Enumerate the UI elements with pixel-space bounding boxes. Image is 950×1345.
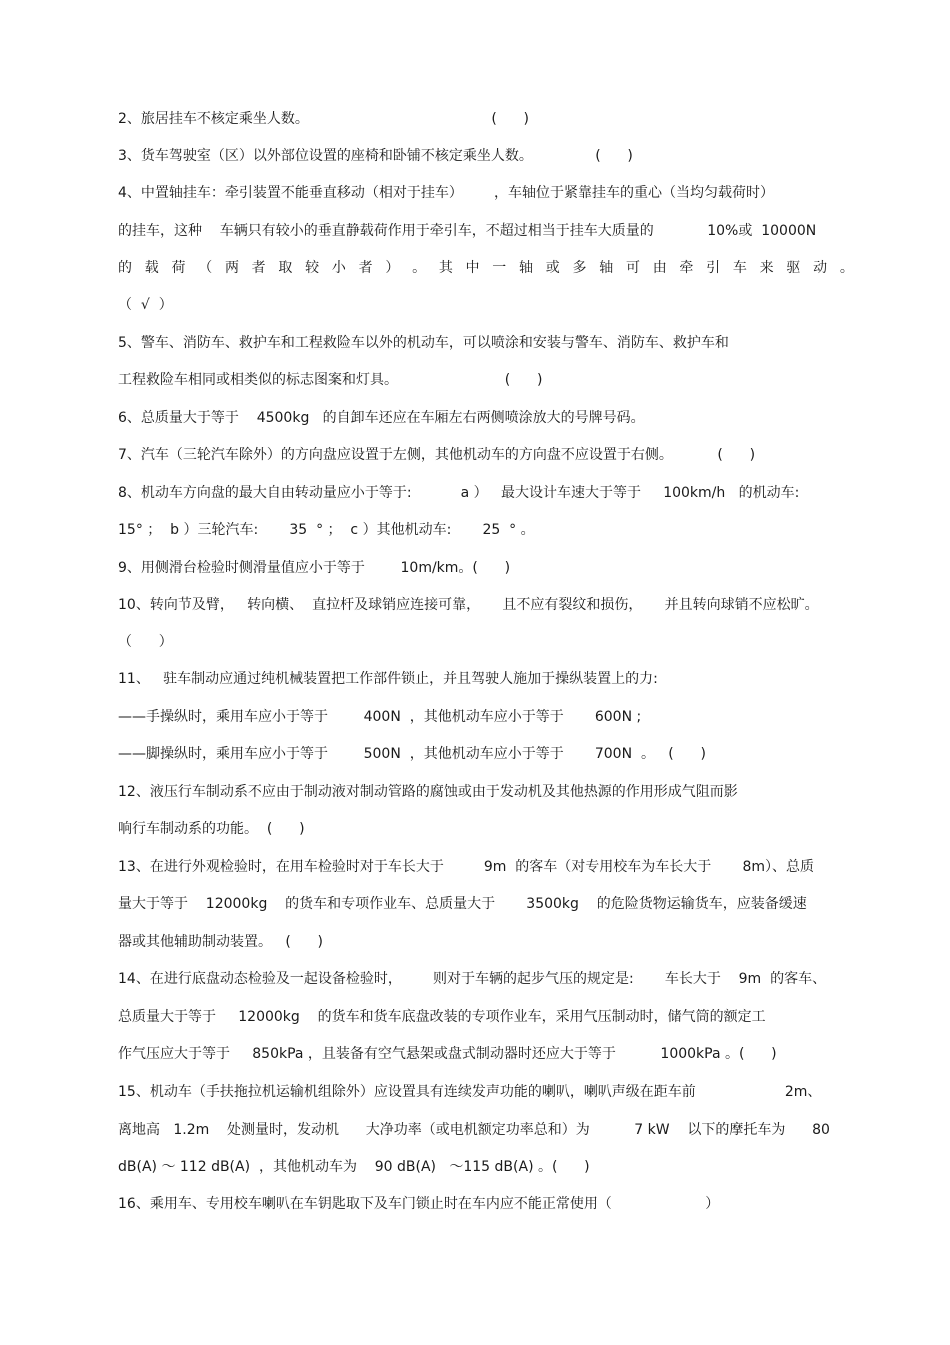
justified-char: （ xyxy=(198,260,213,276)
question-10-answer: （ ） xyxy=(118,634,173,650)
question-14-line-3: 作气压应大于等于 850kPa ，且装备有空气悬架或盘式制动器时还应大于等于 1000kPa 。( ) xyxy=(118,1046,777,1062)
question-14-line-1: 14、在进行底盘动态检验及一起设备检验时， 则对于车辆的起步气压的规定是: 车长大于 9m 的客车、 xyxy=(118,971,827,987)
question-13-line-3: 器或其他辅助制动装置。 ( ) xyxy=(118,934,323,950)
justified-char: 者 xyxy=(251,260,266,276)
justified-char: 牵 xyxy=(679,260,694,276)
question-15-line-1: 15、机动车（手扶拖拉机运输机组除外）应设置具有连续发声功能的喇叭，喇叭声级在距车前 2m、 xyxy=(118,1084,822,1100)
justified-char: 取 xyxy=(278,260,293,276)
justified-char: 其 xyxy=(438,260,453,276)
question-15-line-3: dB(A) ～ 112 dB(A) ，其他机动车为 90 dB(A) ～115 dB(A) 。( ) xyxy=(118,1159,590,1175)
question-13-line-1: 13、在进行外观检验时，在用车检验时对于车长大于 9m 的客车（对专用校车为车长大于 8m）、总质 xyxy=(118,859,815,875)
question-8-line-2: 15° ； b ）三轮汽车: 35 ° ； c ）其他机动车: 25 ° 。 xyxy=(118,522,535,538)
question-8-line-1: 8、机动车方向盘的最大自由转动量应小于等于: a ） 最大设计车速大于等于 100km/h 的机动车: xyxy=(118,485,800,501)
question-7: 7、汽车（三轮汽车除外）的方向盘应设置于左侧，其他机动车的方向盘不应设置于右侧。 ( ) xyxy=(118,447,756,463)
question-11-line-3: ——脚操纵时，乘用车应小于等于 500N ，其他机动车应小于等于 700N 。 ( ) xyxy=(118,746,706,762)
justified-char: 的 xyxy=(118,260,132,276)
justified-char: ） xyxy=(385,260,400,276)
justified-char: 。 xyxy=(839,260,854,276)
justified-char: 荷 xyxy=(171,260,186,276)
question-9: 9、用侧滑台检验时侧滑量值应小于等于 10m/km。( ) xyxy=(118,560,511,576)
question-2: 2、旅居挂车不核定乘坐人数。 ( ) xyxy=(118,111,529,127)
question-4-line-3 xyxy=(118,256,854,280)
question-6: 6、总质量大于等于 4500kg 的自卸车还应在车厢左右两侧喷涂放大的号牌号码。 xyxy=(118,410,645,426)
justified-char: 。 xyxy=(412,260,427,276)
justified-char: 多 xyxy=(572,260,587,276)
justified-char: 一 xyxy=(492,260,507,276)
justified-char: 来 xyxy=(759,260,774,276)
question-3: 3、货车驾驶室（区）以外部位设置的座椅和卧铺不核定乘坐人数。 ( ) xyxy=(118,148,633,164)
question-13-line-2: 量大于等于 12000kg 的货车和专项作业车、总质量大于 3500kg 的危险货物运输货车，应装备缓速 xyxy=(118,896,807,912)
question-11-line-2: ——手操纵时，乘用车应小于等于 400N ，其他机动车应小于等于 600N ; xyxy=(118,709,642,725)
justified-char: 载 xyxy=(144,260,159,276)
justified-char: 可 xyxy=(625,260,640,276)
question-12-line-1: 12、液压行车制动系不应由于制动液对制动管路的腐蚀或由于发动机及其他热源的作用形成气阻而影 xyxy=(118,784,738,800)
justified-char: 中 xyxy=(465,260,480,276)
question-5-line-1: 5、警车、消防车、救护车和工程救险车以外的机动车，可以喷涂和安装与警车、消防车、救护车和 xyxy=(118,335,729,351)
justified-char: 者 xyxy=(358,260,373,276)
question-15-line-2: 离地高 1.2m 处测量时，发动机 大净功率（或电机额定功率总和）为 7 kW 以下的摩托车为 80 xyxy=(118,1122,830,1138)
justified-char: 轴 xyxy=(599,260,614,276)
question-4-answer: （ √ ） xyxy=(118,297,173,313)
justified-char: 两 xyxy=(224,260,239,276)
justified-char: 驱 xyxy=(786,260,801,276)
question-16: 16、乘用车、专用校车喇叭在车钥匙取下及车门锁止时在车内应不能正常使用（ ） xyxy=(118,1196,720,1212)
question-11-line-1: 11、 驻车制动应通过纯机械装置把工作部件锁止，并且驾驶人施加于操纵装置上的力: xyxy=(118,671,658,687)
question-14-line-2: 总质量大于等于 12000kg 的货车和货车底盘改装的专项作业车，采用气压制动时，储气筒的额定工 xyxy=(118,1009,766,1025)
justified-char: 动 xyxy=(813,260,828,276)
question-5-line-2: 工程救险车相同或相类似的标志图案和灯具。 ( ) xyxy=(118,372,543,388)
justified-char: 由 xyxy=(652,260,667,276)
justified-char: 引 xyxy=(706,260,721,276)
justified-char: 车 xyxy=(732,260,747,276)
justified-char: 或 xyxy=(545,260,560,276)
question-12-line-2: 响行车制动系的功能。 ( ) xyxy=(118,821,305,837)
justified-char: 小 xyxy=(331,260,346,276)
question-4-line-1: 4、中置轴挂车：牵引装置不能垂直移动（相对于挂车） ，车轴位于紧靠挂车的重心（当均匀载荷时） xyxy=(118,185,775,201)
question-10-line-1: 10、转向节及臂， 转向横、 直拉杆及球销应连接可靠， 且不应有裂纹和损伤， 并且转向球销不应松旷。 xyxy=(118,597,819,613)
justified-char: 轴 xyxy=(519,260,534,276)
justified-char: 较 xyxy=(305,260,320,276)
question-4-line-2: 的挂车，这种 车辆只有较小的垂直静载荷作用于牵引车，不超过相当于挂车大质量的 10%或 10000N xyxy=(118,223,817,239)
